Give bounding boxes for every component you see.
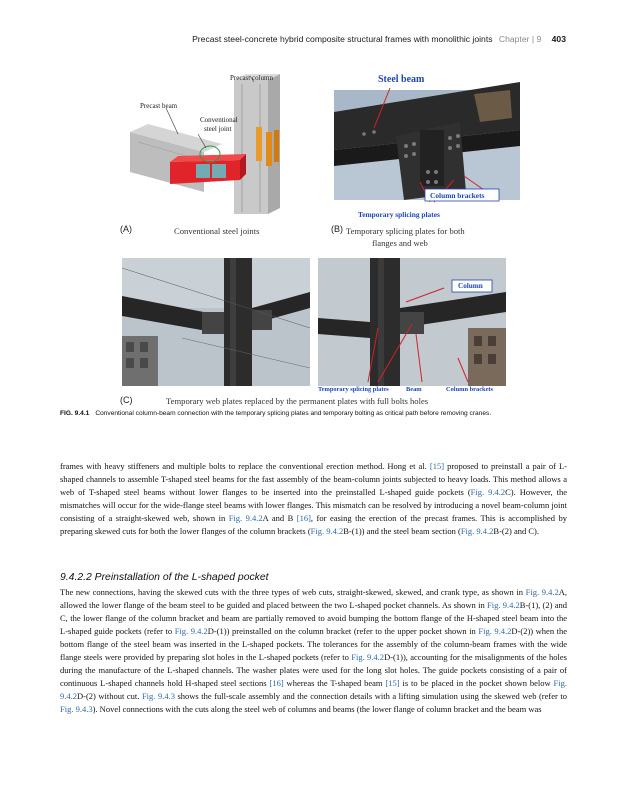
panel-b-caption-line1: Temporary splicing plates for both: [346, 226, 465, 236]
figure-panel-b: [334, 72, 520, 222]
label-column: Column: [458, 282, 483, 290]
body-paragraph-2: [60, 586, 567, 716]
column-erection-photo-2: [318, 258, 506, 386]
cross-reference-link[interactable]: Fig. 9.4.3: [141, 691, 175, 701]
figure-caption: [60, 410, 570, 417]
conventional-joint-render: [126, 72, 308, 224]
paragraph-text-run: A and B: [262, 513, 297, 523]
cross-reference-link[interactable]: Fig. 9.4.2: [525, 587, 559, 597]
cross-reference-link[interactable]: Fig. 9.4.2: [310, 526, 344, 536]
label-temp-plates-b: Temporary splicing plates: [358, 210, 440, 219]
steel-beam-photo: [334, 72, 520, 222]
cross-reference-link[interactable]: Fig. 9.4.2: [478, 626, 512, 636]
paragraph-text-run: , for easing the erection of the precast frames. This is accomplished by preparing skewed cuts for both the lower flanges of the column brackets (: [60, 513, 567, 536]
paragraph-text-run: The new connections, having the skewed cuts with the three types of web cuts, straight-skewed, skewed, and crank type, as shown in: [60, 587, 526, 597]
panel-a-caption: Conventional steel joints: [174, 226, 260, 236]
figure-panel-c-right: [318, 258, 506, 386]
cross-reference-link[interactable]: Fig. 9.4.2: [486, 600, 520, 610]
paragraph-text-run: shows the full-scale assembly and the connection details with a lifting simulation using the skewed web (refer to: [174, 691, 567, 701]
panel-b-caption-line2: flanges and web: [372, 238, 428, 248]
panel-a-letter: (A): [120, 224, 132, 234]
paragraph-text-run: D-(2)) when the bottom flange of the steel beam was inserted in the L-shaped pockets. The tolerances for the assembly of the column-beam frames with the wide flange steels were provided by preparing slot holes in the L-shaped pockets (refer to: [60, 626, 568, 662]
body-paragraph-1: [60, 460, 567, 538]
paragraph-text-run: frames with heavy stiffeners and multiple bolts to replace the conventional erection method. Hong et al.: [60, 461, 430, 471]
cross-reference-link[interactable]: Fig. 9.4.2: [460, 526, 494, 536]
running-title: Precast steel-concrete hybrid composite structural frames with monolithic joints: [192, 34, 493, 44]
label-conventional-joint-2: steel joint: [204, 125, 232, 133]
label-conventional-joint-1: Conventional: [200, 116, 238, 124]
paragraph-text-run: proposed to preinstall a pair of L-shaped channels to assemble T-shaped steel beams for the fast assembly of the beam-column joints subjected to heavy loads. This method allows a web of T-shaped steel beams without lower flanges to be inserted into the preinstalled L-shaped guide pockets (: [60, 461, 567, 497]
column-erection-photo-1: [122, 258, 310, 386]
chapter-label: Chapter | 9: [498, 34, 542, 44]
cross-reference-link[interactable]: [16]: [296, 513, 311, 523]
section-heading: 9.4.2.2 Preinstallation of the L-shaped pocket: [60, 572, 269, 583]
panel-c-caption: Temporary web plates replaced by the permanent plates with full bolts holes: [166, 396, 429, 406]
label-column-brackets-c: Column brackets: [446, 386, 494, 393]
panel-c-letter: (C): [120, 395, 133, 405]
cross-reference-link[interactable]: [15]: [385, 678, 400, 688]
paragraph-text-run: ). Novel connections with the cuts along the steel web of columns and beams (the lower flange of column bracket and the beam was: [92, 704, 542, 714]
paragraph-text-run: B-(1)) and the steel beam section (: [343, 526, 461, 536]
cross-reference-link[interactable]: Fig. 9.4.2: [60, 678, 567, 701]
figure-panel-a: [126, 72, 308, 224]
cross-reference-link[interactable]: [16]: [269, 678, 284, 688]
label-beam: Beam: [406, 386, 422, 393]
label-temp-plates-c: Temporary splicing plates: [318, 386, 389, 393]
cross-reference-link[interactable]: Fig. 9.4.2: [351, 652, 385, 662]
paragraph-text-run: whereas the T-shaped beam: [283, 678, 386, 688]
paragraph-text-run: A, allowed the lower flange of the beam steel to be guided and placed between the two L-shaped pocket channels. As shown in: [60, 587, 567, 610]
label-steel-beam: Steel beam: [378, 74, 425, 85]
figure-caption-label: FIG. 9.4.1: [60, 410, 90, 417]
running-header: [0, 34, 566, 44]
figure-panel-c-left: [122, 258, 310, 386]
cross-reference-link[interactable]: Fig. 9.4.3: [60, 704, 93, 714]
cross-reference-link[interactable]: Fig. 9.4.2: [174, 626, 208, 636]
paragraph-text-run: B-(2) and C).: [493, 526, 539, 536]
paragraph-text-run: B-(1), (2) and C, the lower flange of the column bracket and beam are partially removed to avoid bumping the bottom flange of the H-shaped steel beam into the L-shaped guide pockets (refer to: [60, 600, 568, 636]
label-precast-column: Precast column: [230, 74, 273, 82]
label-column-brackets: Column brackets: [430, 191, 485, 200]
paragraph-text-run: D-(2) without cut.: [77, 691, 142, 701]
paragraph-text-run: D-(1)) preinstalled on the column bracket (refer to the upper pocket shown in: [207, 626, 479, 636]
cross-reference-link[interactable]: [15]: [429, 461, 445, 471]
page-number: 403: [551, 34, 566, 44]
paragraph-text-run: D-(1)), accounting for the misalignments of the holes during the manufacture of the L-shaped channels. The washer plates were used for the long slot holes. The guide pockets consisting of a pair of continuous L-shaped channels hold H-shaped steel sections: [60, 652, 567, 688]
panel-b-letter: (B): [331, 224, 343, 234]
figure-caption-text: Conventional column-beam connection with the temporary splicing plates and temporary bolting as critical path before removing cranes.: [95, 410, 492, 417]
cross-reference-link[interactable]: Fig. 9.4.2: [470, 487, 506, 497]
cross-reference-link[interactable]: Fig. 9.4.2: [228, 513, 263, 523]
paragraph-text-run: C). However, the mismatches will occur for the wide-flange steel beams with lower flanges. This mismatch can be resolved by introducing a novel beam-column joint consisting of a straight-skewed web, shown in: [60, 487, 567, 523]
label-precast-beam: Precast beam: [140, 102, 178, 110]
paragraph-text-run: is to be placed in the pocket shown below: [399, 678, 554, 688]
